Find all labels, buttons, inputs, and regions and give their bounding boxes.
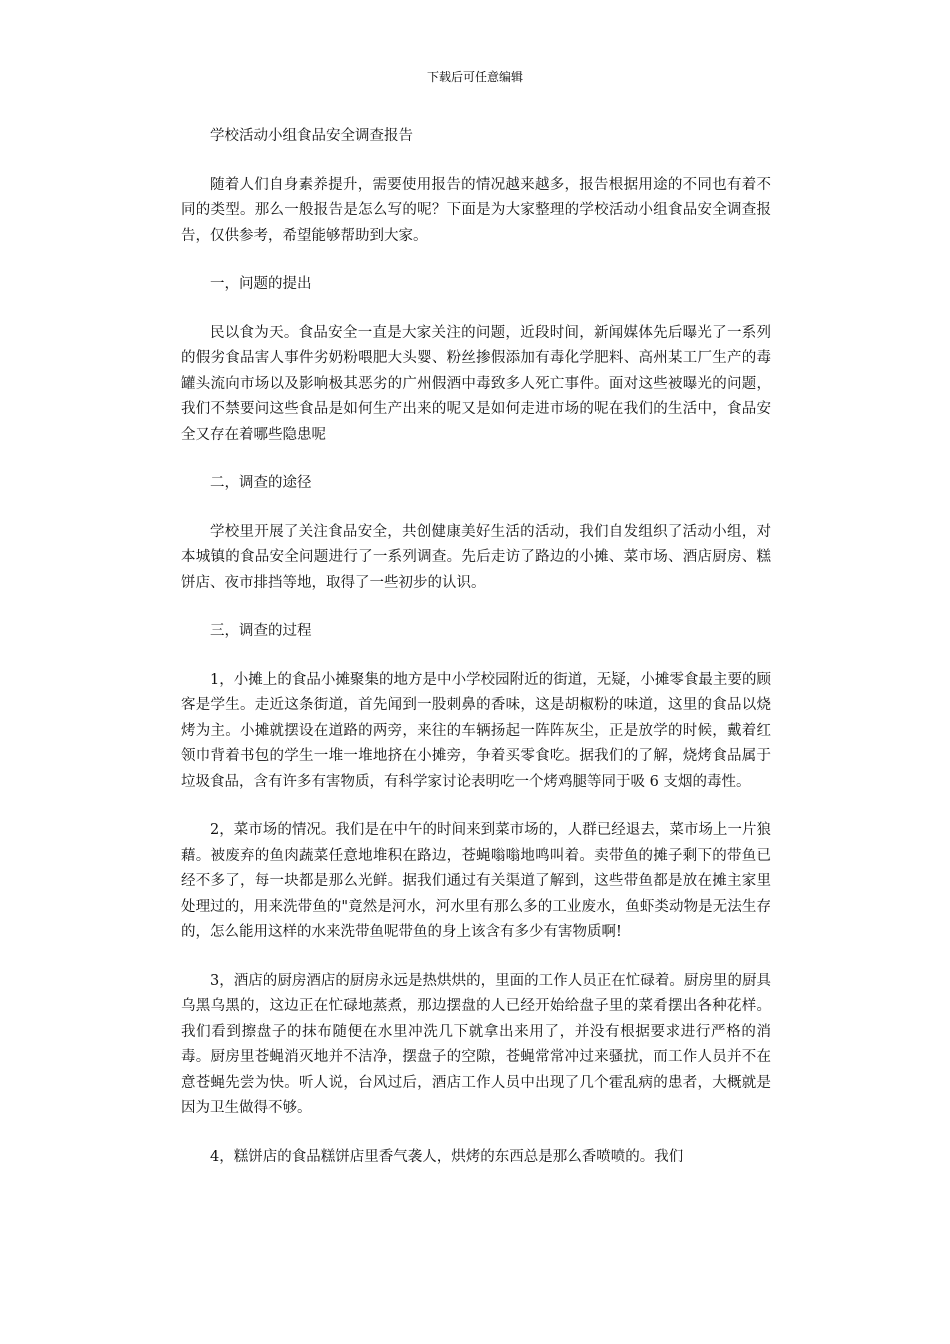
intro-paragraph: 随着人们自身素养提升，需要使用报告的情况越来越多，报告根据用途的不同也有着不同的类型。那么一般报告是怎么写的呢？下面是为大家整理的学校活动小组食品安全调查报告，仅供参考，希望能够帮助到大家。 [181,176,771,244]
header-note: 下载后可任意编辑 [426,70,523,84]
section-heading-1: 一，问题的提出 [210,276,312,292]
section-2-paragraph: 学校里开展了关注食品安全，共创健康美好生活的活动，我们自发组织了活动小组，对本城镇的食品安全问题进行了一系列调查。先后走访了路边的小摊、菜市场、酒店厨房、糕饼店、夜市排挡等地，取得了一些初步的认识。 [181,523,771,591]
process-paragraph-1: 1，小摊上的食品小摊聚集的地方是中小学校园附近的街道，无疑，小摊零食最主要的顾客是学生。走近这条街道，首先闻到一股刺鼻的香味，这是胡椒粉的味道，这里的食品以烧烤为主。小摊就摆设在道路的两旁，来往的车辆扬起一阵阵灰尘，正是放学的时候，戴着红领巾背着书包的学生一堆一堆地挤在小摊旁，争着买零食吃。据我们的了解，烧烤食品属于垃圾食品，含有许多有害物质，有科学家讨论表明吃一个烤鸡腿等同于吸 6 支烟的毒性。 [181,671,771,790]
document-title: 学校活动小组食品安全调查报告 [210,128,413,144]
process-paragraph-4: 4，糕饼店的食品糕饼店里香气袭人，烘烤的东西总是那么香喷喷的。我们 [210,1148,684,1165]
section-heading-2: 二，调查的途径 [210,475,312,491]
section-heading-3: 三，调查的过程 [210,623,312,639]
section-1-paragraph: 民以食为天。食品安全一直是大家关注的问题，近段时间，新闻媒体先后曝光了一系列的假劣食品害人事件劣奶粉喂肥大头婴、粉丝掺假添加有毒化学肥料、高州某工厂生产的毒罐头流向市场以及影响极其恶劣的广州假酒中毒致多人死亡事件。面对这些被曝光的问题，我们不禁要问这些食品是如何生产出来的呢又是如何走进市场的呢在我们的生活中，食品安全又存在着哪些隐患呢 [181,324,771,443]
document-body [181,124,771,1170]
process-paragraph-2: 2，菜市场的情况。我们是在中午的时间来到菜市场的，人群已经退去，菜市场上一片狼藉。被废弃的鱼肉蔬菜任意地堆积在路边，苍蝇嗡嗡地鸣叫着。卖带鱼的摊子剩下的带鱼已经不多了，每一块都是那么光鲜。据我们通过有关渠道了解到，这些带鱼都是放在摊主家里处理过的，用来洗带鱼的"竟然是河水，河水里有那么多的工业废水，鱼虾类动物是无法生存的，怎么能用这样的水来洗带鱼呢带鱼的身上该含有多少有害物质啊! [181,822,771,940]
process-paragraph-3: 3，酒店的厨房酒店的厨房永远是热烘烘的，里面的工作人员正在忙碌着。厨房里的厨具乌黑乌黑的，这边正在忙碌地蒸煮，那边摆盘的人已经开始给盘子里的菜肴摆出各种花样。我们看到擦盘子的抹布随便在水里冲洗几下就拿出来用了，并没有根据要求进行严格的消毒。厨房里苍蝇消灭地并不洁净，摆盘子的空隙，苍蝇常常冲过来骚扰，而工作人员并不在意苍蝇先尝为快。听人说，台风过后，酒店工作人员中出现了几个霍乱病的患者，大概就是因为卫生做得不够。 [181,972,771,1116]
